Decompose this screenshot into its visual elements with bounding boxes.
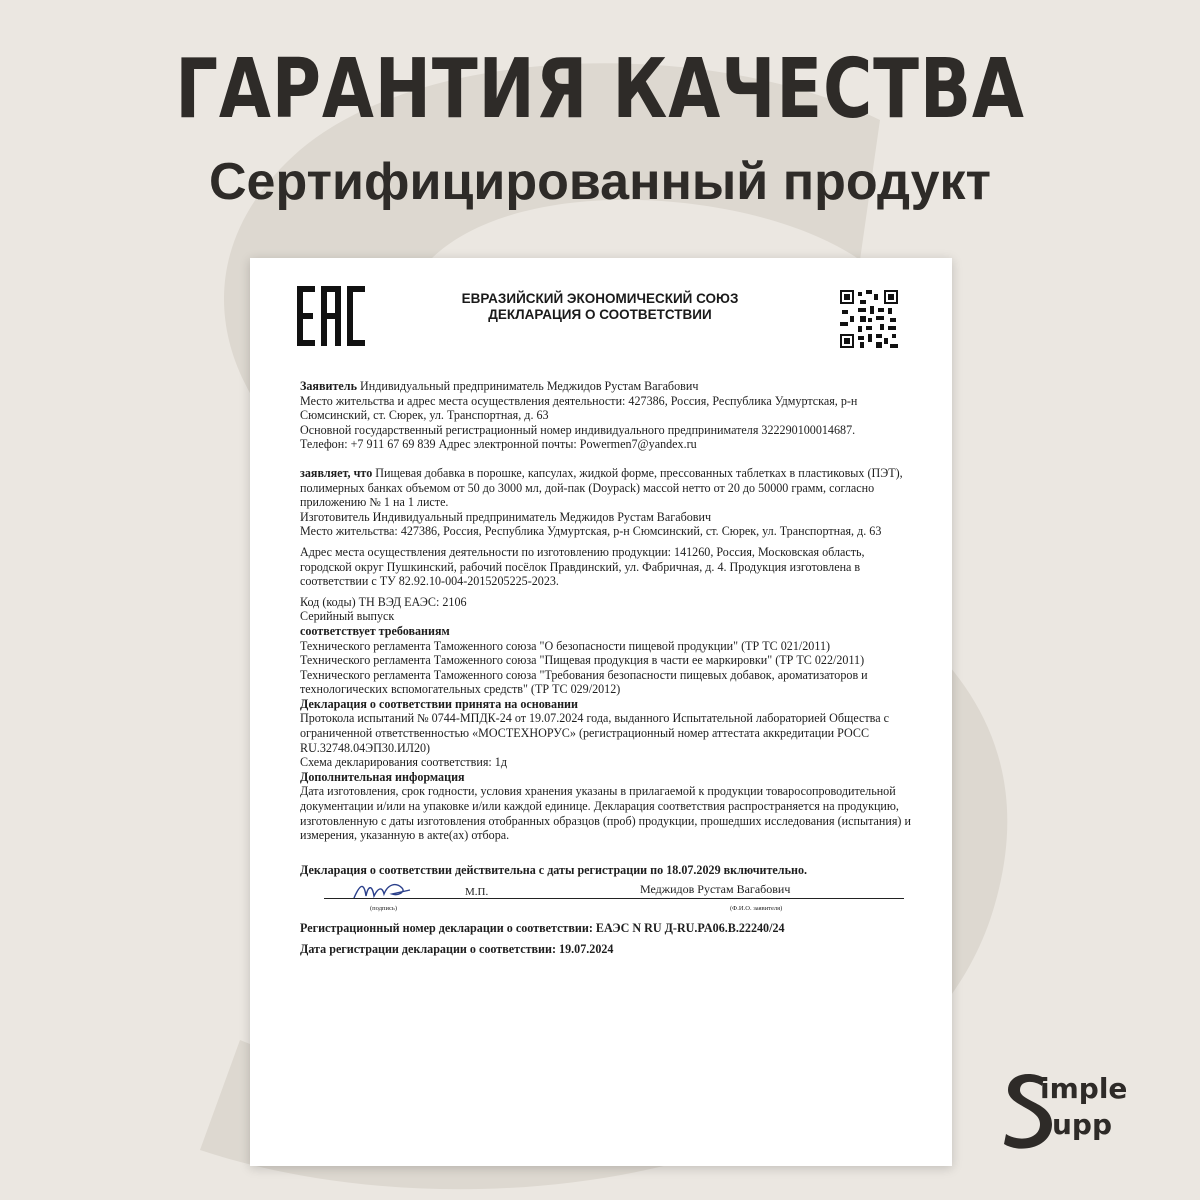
document-heading <box>380 291 820 323</box>
qr-code-icon <box>840 290 898 348</box>
declaration-scheme: Схема декларирования соответствия: 1д <box>300 755 508 770</box>
manufacturer-address: Место жительства: 427386, Россия, Республика Удмуртская, р-н Сюмсинский, ст. Сюрек, ул. Транспортная, д. 63 <box>300 524 882 539</box>
declaration-statement <box>300 466 912 510</box>
document-body <box>300 379 912 957</box>
signer-name: Меджидов Рустам Вагабович <box>640 882 791 897</box>
registration-date: Дата регистрации декларации о соответствии: 19.07.2024 <box>300 942 614 956</box>
applicant-ogrn: Основной государственный регистрационный номер индивидуального предпринимателя 322290100014687. <box>300 422 856 437</box>
page-title: ГАРАНТИЯ КАЧЕСТВА <box>175 42 1025 137</box>
name-caption: (Ф.И.О. заявителя) <box>730 905 783 913</box>
validity-period: Декларация о соответствии действительна с даты регистрации по 18.07.2029 включительно. <box>300 862 808 877</box>
page-subtitle: Сертифицированный продукт <box>208 153 992 211</box>
brand-line-1: imple <box>1040 1072 1128 1105</box>
signature-line <box>324 898 904 899</box>
regulation-3: Технического регламента Таможенного союза "Требования безопасности пищевых добавок, ароматизаторов и технологических вспомогательных средств" (ТР ТС 029/2012) <box>300 667 868 697</box>
heading-declaration: ДЕКЛАРАЦИЯ О СООТВЕТСТВИИ <box>488 307 712 322</box>
applicant-contacts: Телефон: +7 911 67 69 839 Адрес электронной почты: Powermen7@yandex.ru <box>300 437 697 452</box>
stamp-label: М.П. <box>465 886 489 899</box>
declares-label: заявляет, что <box>300 465 373 480</box>
heading-union: ЕВРАЗИЙСКИЙ ЭКОНОМИЧЕСКИЙ СОЮЗ <box>461 291 739 306</box>
applicant-text: Индивидуальный предприниматель Меджидов Рустам Вагабович <box>360 379 699 393</box>
tn-ved-code: Код (коды) ТН ВЭД ЕАЭС: 2106 <box>300 594 467 609</box>
extra-info-text: Дата изготовления, срок годности, условия хранения указаны в прилагаемой к продукции товаросопроводительной документации и/или на упаковке и/или каждой единице. Декларация соответствия распространяется на продукцию, изготовленную с даты изготовления отобранных образцов (проб) продукции, прошедших исследования (испытания) и измерения, указанную в акте(ах) отбора. <box>300 784 911 843</box>
brand-line-2: upp <box>1052 1108 1113 1141</box>
complies-label: соответствует требованиям <box>300 623 450 638</box>
applicant-label: Заявитель <box>300 379 357 393</box>
basis-text: Протокола испытаний № 0744-МПДК-24 от 19.07.2024 года, выданного Испытательной лабораторией Общества с ограниченной ответственностью «МОСТЕХНОРУС» (регистрационный номер аттестата аккредитации РОСС RU.32748.04ЭП30.ИЛ20) <box>300 711 889 755</box>
registration-number: Регистрационный номер декларации о соответствии: ЕАЭС N RU Д-RU.PA06.B.22240/24 <box>300 921 785 936</box>
applicant <box>300 379 912 394</box>
manufacturer: Изготовитель Индивидуальный предприниматель Меджидов Рустам Вагабович <box>300 509 712 524</box>
eac-mark-icon <box>297 286 365 346</box>
serial-release: Серийный выпуск <box>300 609 395 624</box>
production-address: Адрес места осуществления деятельности по изготовлению продукции: 141260, Россия, Московская область, городской округ Пушкинский, рабочий посёлок Правдинский, ул. Фабричная, д. 4. Продукция изготовлена в соответствии с ТУ 82.92.10-004-2015205225-2023. <box>300 544 865 589</box>
regulation-2: Технического регламента Таможенного союза "Пищевая продукция в части ее маркировки" (ТР ТС 022/2011) <box>300 653 865 668</box>
signature-caption: (подпись) <box>370 905 397 913</box>
basis-label: Декларация о соответствии принята на основании <box>300 696 578 711</box>
applicant-address: Место жительства и адрес места осуществления деятельности: 427386, Россия, Республика Удмуртская, р-н Сюмсинский, ст. Сюрек, ул. Транспортная, д. 63 <box>300 393 858 423</box>
extra-info-label: Дополнительная информация <box>300 769 465 784</box>
brand-logo <box>1000 1070 1140 1150</box>
declaration-document <box>250 258 952 1166</box>
declares-text: Пищевая добавка в порошке, капсулах, жидкой форме, прессованных таблетках в пластиковых (ПЭТ), полимерных банках объемом от 50 до 3000 мл, дой-пак (Doypack) массой нетто от 20 до 50000 грамм, согласно приложению № 1 на 1 листе. <box>300 465 903 510</box>
signature-block <box>300 877 912 913</box>
regulation-1: Технического регламента Таможенного союза "О безопасности пищевой продукции" (ТР ТС 021/2011) <box>300 638 831 653</box>
